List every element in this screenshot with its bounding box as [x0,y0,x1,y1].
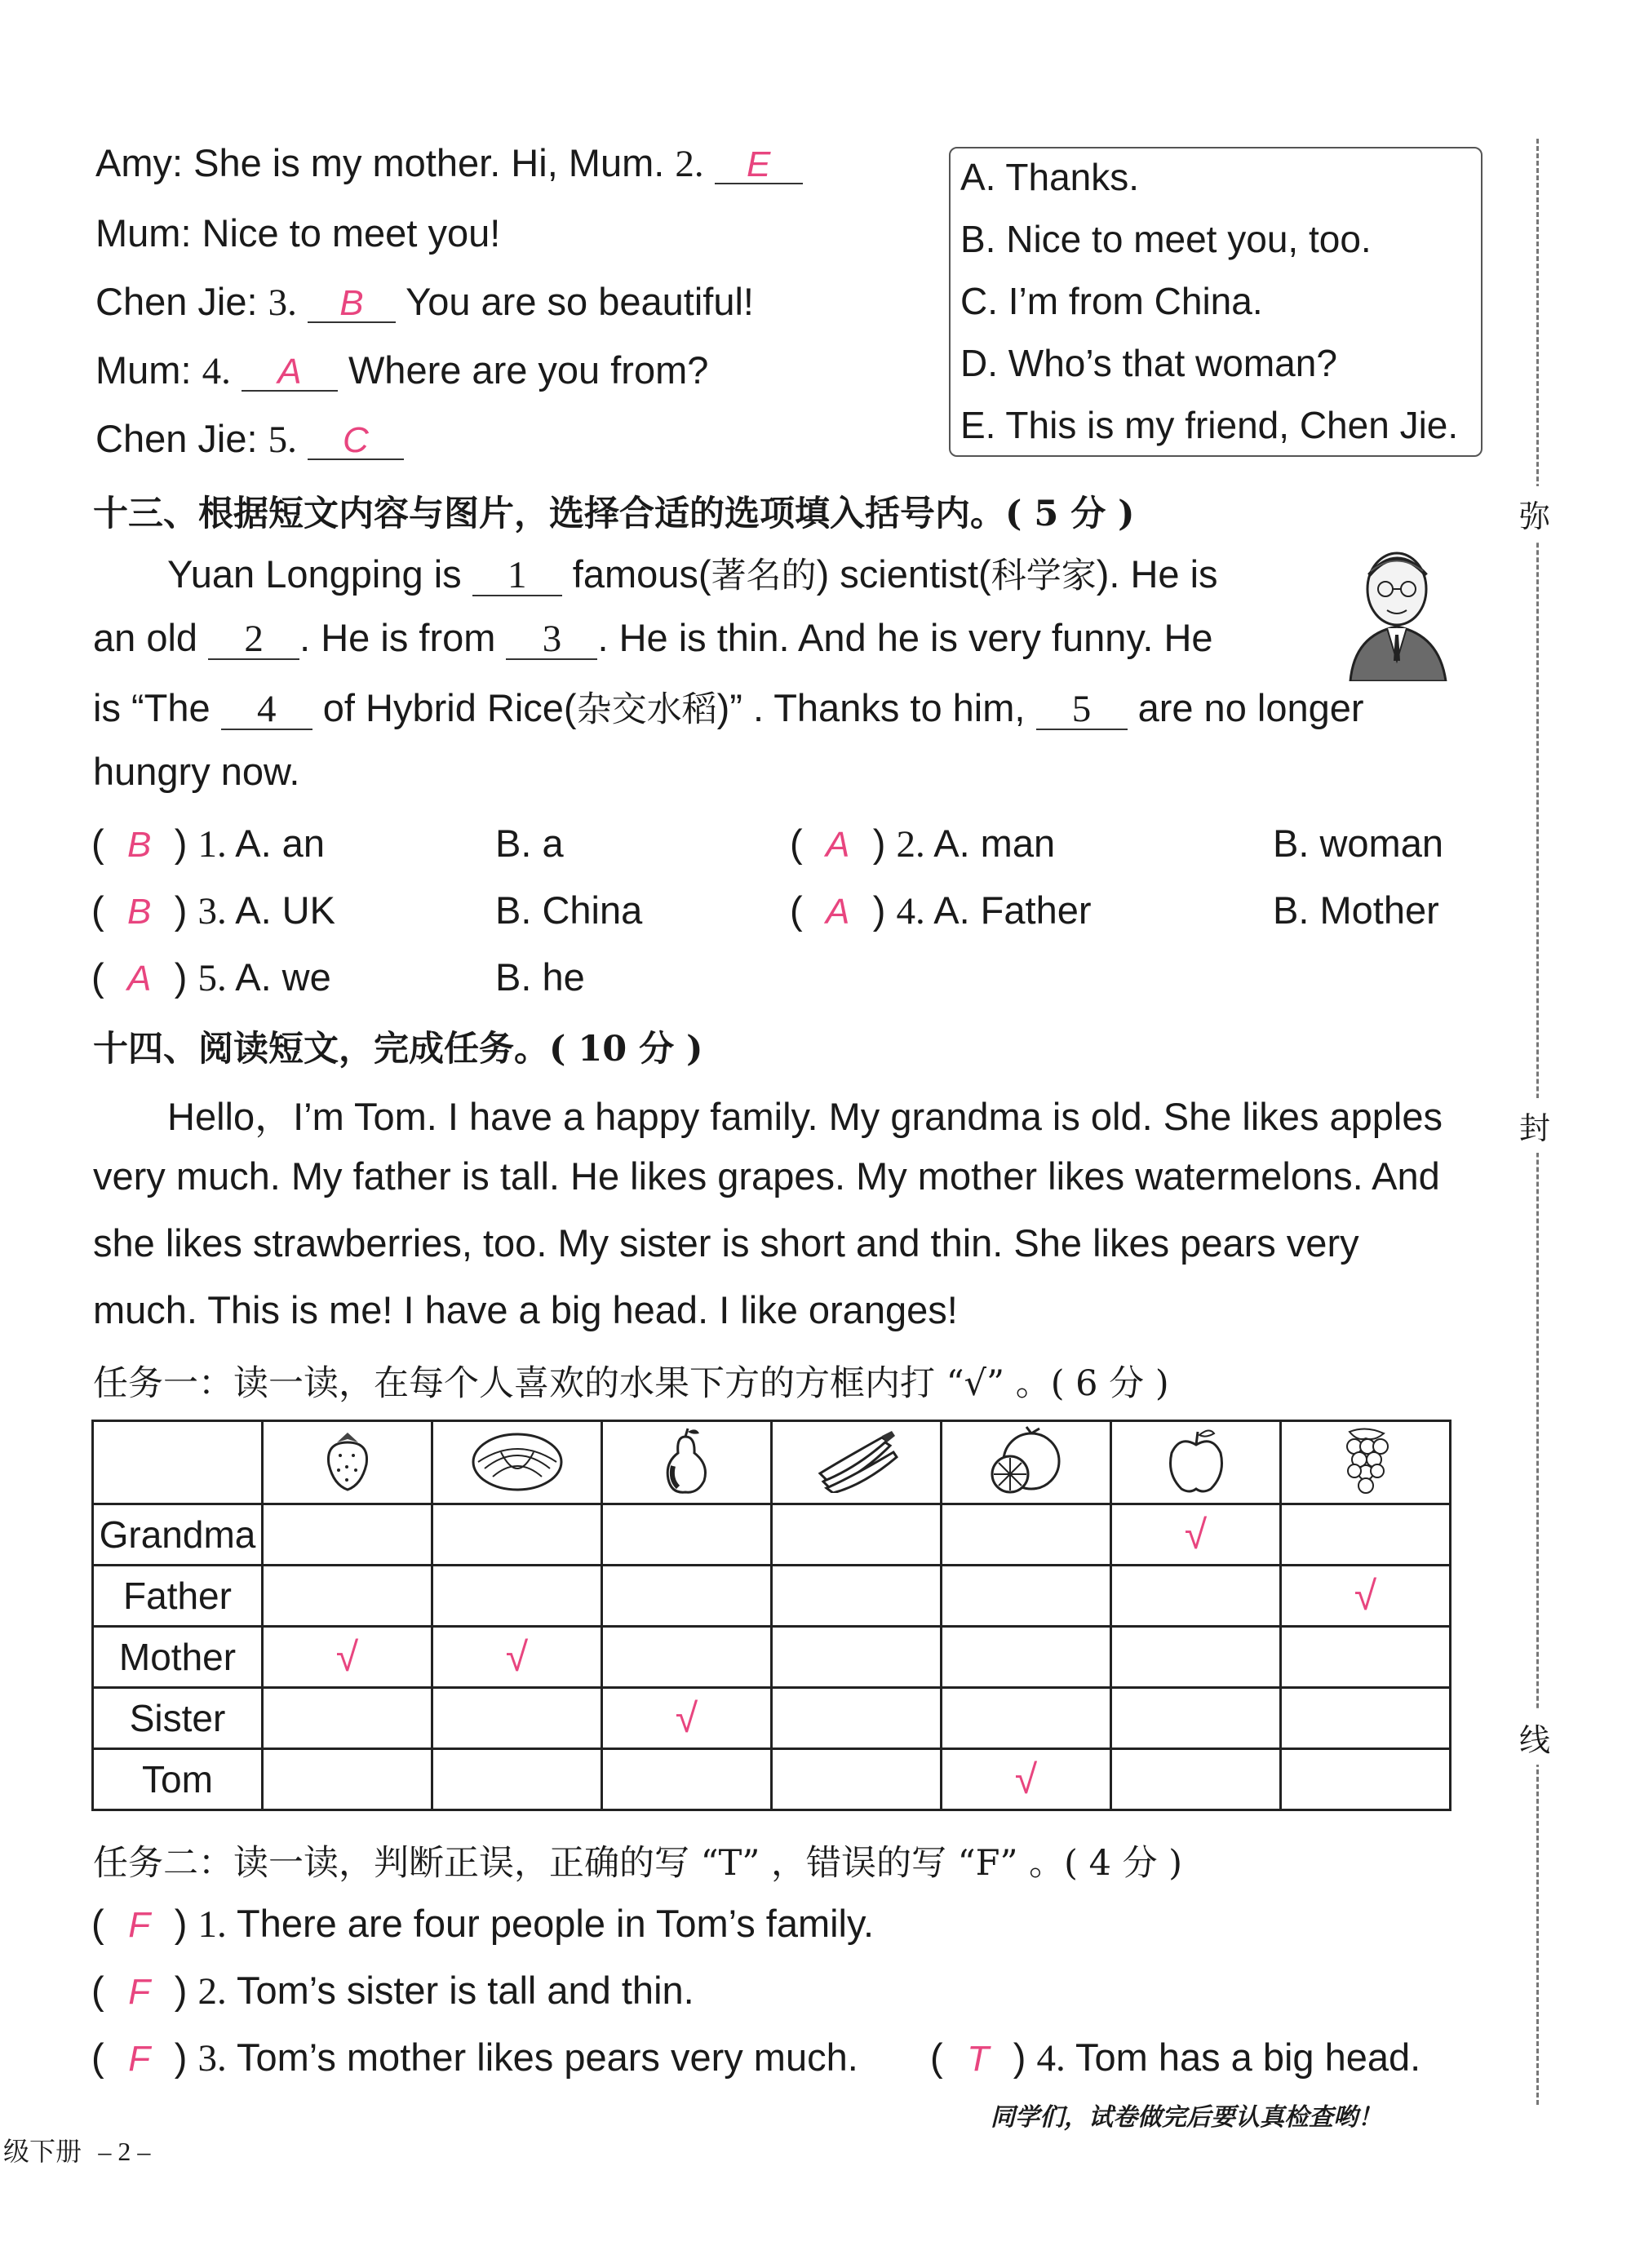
check-cell[interactable] [1111,1627,1281,1688]
dialogue-line-1: Amy: She is my mother. Hi, Mum. 2. E [95,140,803,186]
table-row [93,1688,1451,1749]
banana-icon [772,1421,942,1504]
margin-char-xian: 线 [1519,1710,1550,1765]
question-item: ( A ) 5. A. we [91,955,331,999]
answer-blank[interactable]: A [242,351,338,392]
check-cell[interactable]: √ [263,1627,432,1688]
judgement-item: ( F ) 2. Tom’s sister is tall and thin. [91,1969,694,2013]
judgement-item: ( F ) 1. There are four people in Tom’s family. [91,1902,875,1946]
check-cell[interactable]: √ [602,1688,772,1749]
check-cell[interactable] [263,1566,432,1627]
option-text: B. he [495,955,585,999]
check-cell[interactable] [1281,1627,1451,1688]
footer-note: 同学们，试卷做完后要认真检查哟！ [991,2103,1382,2132]
section13-heading: 十三、根据短文内容与图片，选择合适的选项填入括号内。( 5 分 ) [93,494,1135,534]
table-row [93,1627,1451,1688]
task1-instruction: 任务一：读一读，在每个人喜欢的水果下方的方框内打 “√” 。( 6 分 ) [93,1363,1169,1404]
check-cell[interactable]: √ [1111,1504,1281,1566]
table-row [93,1566,1451,1627]
answer-blank[interactable]: B [308,282,396,323]
passage14-line4: much. This is me! I have a big head. I like oranges! [93,1288,958,1331]
check-cell[interactable] [432,1504,602,1566]
check-cell[interactable] [1281,1749,1451,1810]
section13-questions [91,821,1495,1033]
option-text: B. China [495,888,643,932]
watermelon-icon [432,1421,602,1504]
check-cell[interactable] [432,1749,602,1810]
answer-blank[interactable]: C [308,419,404,460]
passage14-line3: she likes strawberries, too. My sister is short and thin. She likes pears very [93,1221,1359,1265]
check-cell[interactable] [432,1566,602,1627]
passage13-line2: an old 2 . He is from 3 . He is thin. And he is very funny. He [93,616,1213,660]
margin-char-mi: 弥 [1519,486,1550,541]
fruit-table [91,1420,1452,1811]
strawberry-icon [263,1421,432,1504]
row-label: Mother [93,1627,263,1688]
passage14-line2: very much. My father is tall. He likes grapes. My mother likes watermelons. And [93,1154,1440,1198]
check-cell[interactable]: √ [942,1749,1111,1810]
dialogue-line-4: Mum: 4. A Where are you from? [95,348,709,392]
option-b: B. Nice to meet you, too. [960,218,1372,260]
check-cell[interactable] [1111,1566,1281,1627]
table-header-row [93,1421,1451,1504]
check-cell[interactable]: √ [432,1627,602,1688]
passage13-line4: hungry now. [93,750,300,793]
check-cell[interactable] [772,1504,942,1566]
option-text: B. woman [1273,822,1443,865]
orange-icon [942,1421,1111,1504]
option-text: B. a [495,822,564,865]
question-item: ( A ) 4. A. Father [790,888,1092,932]
check-cell[interactable] [432,1688,602,1749]
check-cell[interactable] [602,1566,772,1627]
table-row [93,1749,1451,1810]
passage13-line3: is “The 4 of Hybrid Rice(杂交水稻)” . Thanks to him, 5 are no longer [93,686,1364,730]
option-c: C. I’m from China. [960,280,1263,322]
check-cell[interactable] [772,1566,942,1627]
check-cell[interactable] [263,1504,432,1566]
apple-icon [1111,1421,1281,1504]
option-a: A. Thanks. [960,156,1140,198]
check-cell[interactable] [602,1749,772,1810]
check-cell[interactable] [942,1627,1111,1688]
check-cell[interactable] [772,1749,942,1810]
task2-instruction: 任务二：读一读，判断正误，正确的写 “T” ，错误的写 “F” 。( 4 分 ) [93,1843,1183,1884]
portrait-illustration [1338,538,1460,681]
row-label: Father [93,1566,263,1627]
section14-heading: 十四、阅读短文，完成任务。( 10 分 ) [93,1029,703,1070]
dialogue-line-2: Mum: Nice to meet you! [95,211,501,255]
corner-cell [93,1421,263,1504]
judgement-item: ( F ) 3. Tom’s mother likes pears very much. [91,2035,858,2080]
option-e: E. This is my friend, Chen Jie. [960,404,1459,446]
check-cell[interactable] [1281,1504,1451,1566]
check-cell[interactable] [772,1688,942,1749]
question-item: ( A ) 2. A. man [790,822,1056,866]
check-cell[interactable] [1281,1688,1451,1749]
passage13-line1: Yuan Longping is 1 famous(著名的) scientist(科学家). He is [167,552,1218,596]
row-label: Sister [93,1688,263,1749]
margin-char-feng: 封 [1519,1098,1550,1153]
row-label: Tom [93,1749,263,1810]
check-cell[interactable] [263,1749,432,1810]
question-item: ( B ) 1. A. an [91,822,325,866]
check-cell[interactable] [772,1627,942,1688]
options-box [949,147,1483,457]
passage14-line1: Hello，I’m Tom. I have a happy family. My grandma is old. She likes apples [167,1095,1443,1138]
dialogue-line-5: Chen Jie: 5. C [95,416,404,462]
judgement-item: ( T ) 4. Tom has a big head. [930,2035,1421,2080]
pear-icon [602,1421,772,1504]
check-cell[interactable] [1111,1749,1281,1810]
question-item: ( B ) 3. A. UK [91,888,335,932]
option-d: D. Who’s that woman? [960,342,1337,384]
check-cell[interactable] [1111,1688,1281,1749]
table-row [93,1504,1451,1566]
check-cell[interactable] [602,1504,772,1566]
answer-blank[interactable]: E [715,144,803,184]
check-cell[interactable]: √ [1281,1566,1451,1627]
page-label: 级下册 – 2 – [3,2136,151,2167]
check-cell[interactable] [602,1627,772,1688]
check-cell[interactable] [942,1566,1111,1627]
dialogue-line-3: Chen Jie: 3. B You are so beautiful! [95,280,754,324]
option-text: B. Mother [1273,888,1439,932]
check-cell[interactable] [263,1688,432,1749]
check-cell[interactable] [942,1504,1111,1566]
grape-icon [1281,1421,1451,1504]
check-cell[interactable] [942,1688,1111,1749]
row-label: Grandma [93,1504,263,1566]
